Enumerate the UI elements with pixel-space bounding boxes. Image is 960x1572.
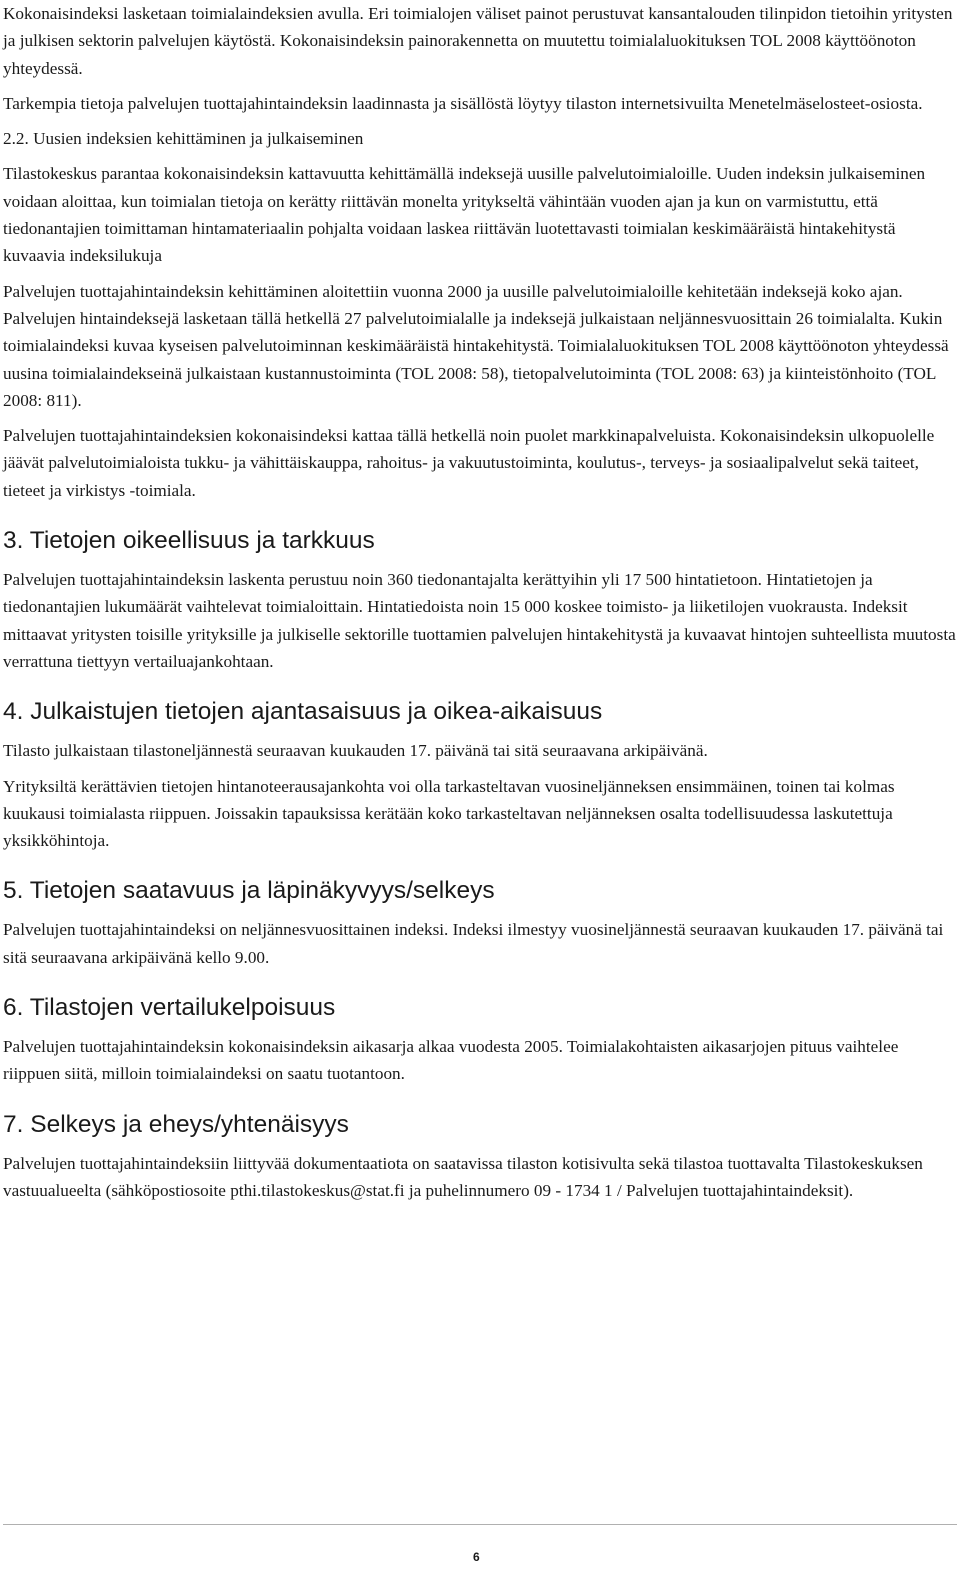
section-7-paragraph-1: Palvelujen tuottajahintaindeksiin liittyvää dokumentaatiota on saatavissa tilaston kotisivulta sekä tilastoa tuottavalta Tilastokeskuksen vastuualueelta (sähköpostiosoite pthi.tilastokeskus@stat.fi ja puhelinnumero 09 - 1734 1 / Palvelujen tuottajahintaindeksit).: [3, 1153, 923, 1200]
section-4: [3, 697, 957, 854]
section-3-paragraph-1: Palvelujen tuottajahintaindeksin laskenta perustuu noin 360 tiedonantajalta kerättyihin yli 17 500 hintatietoon. Hintatietojen ja tiedonantajien lukumäärät vaihtelevat toimialoittain. Hintatiedoista noin 15 000 koskee toimisto- ja liiketilojen vuokrausta. Indeksit mittaavat yritysten toisille yrityksille ja julkiselle sektorille tuottamien palvelujen hintakehitystä ja kuvaavat hintojen suhteellista muutosta verrattuna tiettyyn vertailuajankohtaan.: [3, 570, 956, 671]
intro-paragraph-2: Tarkempia tietoja palvelujen tuottajahintaindeksin laadinnasta ja sisällöstä löytyy tilaston internetsivuilta Menetelmäselosteet-osiosta.: [3, 93, 923, 113]
section-4-paragraph-1: Tilasto julkaistaan tilastoneljännestä seuraavan kuukauden 17. päivänä tai sitä seuraavana arkipäivänä.: [3, 741, 708, 761]
section-6: [3, 993, 957, 1088]
subsection-2-2: [3, 125, 957, 504]
subsection-2-2-paragraph-2: Palvelujen tuottajahintaindeksin kehittäminen aloitettiin vuonna 2000 ja uusille palvelutoimialoille kehitetään indeksejä koko ajan. Palvelujen hintaindeksejä lasketaan tällä hetkellä 27 palvelutoimialalle ja indeksejä julkaistaan neljännesvuosittain 26 toimialalta. Kukin toimialaindeksi kuvaa kyseisen palvelutoiminnan keskimääräistä hintakehitystä. Toimialaluokituksen TOL 2008 käyttöönoton yhteydessä uusina toimialaindekseinä julkaistaan kustannustoiminta (TOL 2008: 58), tietopalvelutoiminta (TOL 2008: 63) ja kiinteistönhoito (TOL 2008: 811).: [3, 281, 949, 410]
section-7-heading: 7. Selkeys ja eheys/yhtenäisyys: [3, 1110, 349, 1138]
section-6-paragraph-1: Palvelujen tuottajahintaindeksin kokonaisindeksin aikasarja alkaa vuodesta 2005. Toimialakohtaisten aikasarjojen pituus vaihtelee riippuen siitä, milloin toimialaindeksi on saatu tuotantoon.: [3, 1037, 899, 1084]
section-7: [3, 1110, 957, 1205]
subsection-2-2-paragraph-3: Palvelujen tuottajahintaindeksien kokonaisindeksi kattaa tällä hetkellä noin puolet markkinapalveluista. Kokonaisindeksin ulkopuolelle jäävät palvelutoimialoista tukku- ja vähittäiskauppa, rahoitus- ja vakuutustoiminta, koulutus-, terveys- ja sosiaalipalvelut sekä taiteet, tieteet ja virkistys -toimiala.: [3, 426, 935, 500]
section-5: [3, 876, 957, 971]
section-6-heading: 6. Tilastojen vertailukelpoisuus: [3, 994, 336, 1022]
section-3-heading: 3. Tietojen oikeellisuus ja tarkkuus: [3, 527, 375, 555]
subsection-2-2-heading: 2.2. Uusien indeksien kehittäminen ja julkaiseminen: [3, 129, 364, 149]
document-page: [3, 0, 957, 1212]
footer-divider: [3, 1524, 957, 1525]
intro-paragraph-1: Kokonaisindeksi lasketaan toimialaindeksien avulla. Eri toimialojen väliset painot perustuvat kansantalouden tilinpidon tietoihin yritysten ja julkisen sektorin palvelujen käytöstä. Kokonaisindeksin painorakennetta on muutettu toimialaluokituksen TOL 2008 käyttöönoton yhteydessä.: [3, 4, 953, 78]
section-3: [3, 526, 957, 675]
section-4-heading: 4. Julkaistujen tietojen ajantasaisuus ja oikea-aikaisuus: [3, 698, 603, 726]
section-4-paragraph-2: Yrityksiltä kerättävien tietojen hintanoteerausajankohta voi olla tarkasteltavan vuosineljänneksen ensimmäinen, toinen tai kolmas kuukausi toimialasta riippuen. Joissakin tapauksissa kerätään koko tarkasteltavan neljänneksen osalta todellisuudessa laskutettuja yksikköhintoja.: [3, 776, 895, 851]
subsection-2-2-paragraph-1: Tilastokeskus parantaa kokonaisindeksin kattavuutta kehittämällä indeksejä uusille palvelutoimialoille. Uuden indeksin julkaiseminen voidaan aloittaa, kun toimialan tietoja on kerätty riittävän monelta yritykseltä vähintään vuoden ajan ja kun on varmistuttu, että tiedonantajien toimittaman hintamateriaalin pohjalta voidaan laskea riittävän luotettavasti toimialan keskimääräistä hintakehitystä kuvaavia indeksilukuja: [3, 164, 926, 266]
page-number: 6: [473, 1550, 480, 1564]
section-5-heading: 5. Tietojen saatavuus ja läpinäkyvyys/selkeys: [3, 877, 495, 905]
section-5-paragraph-1: Palvelujen tuottajahintaindeksi on neljännesvuosittainen indeksi. Indeksi ilmestyy vuosineljännestä seuraavan kuukauden 17. päivänä tai sitä seuraavana arkipäivänä kello 9.00.: [3, 920, 944, 967]
